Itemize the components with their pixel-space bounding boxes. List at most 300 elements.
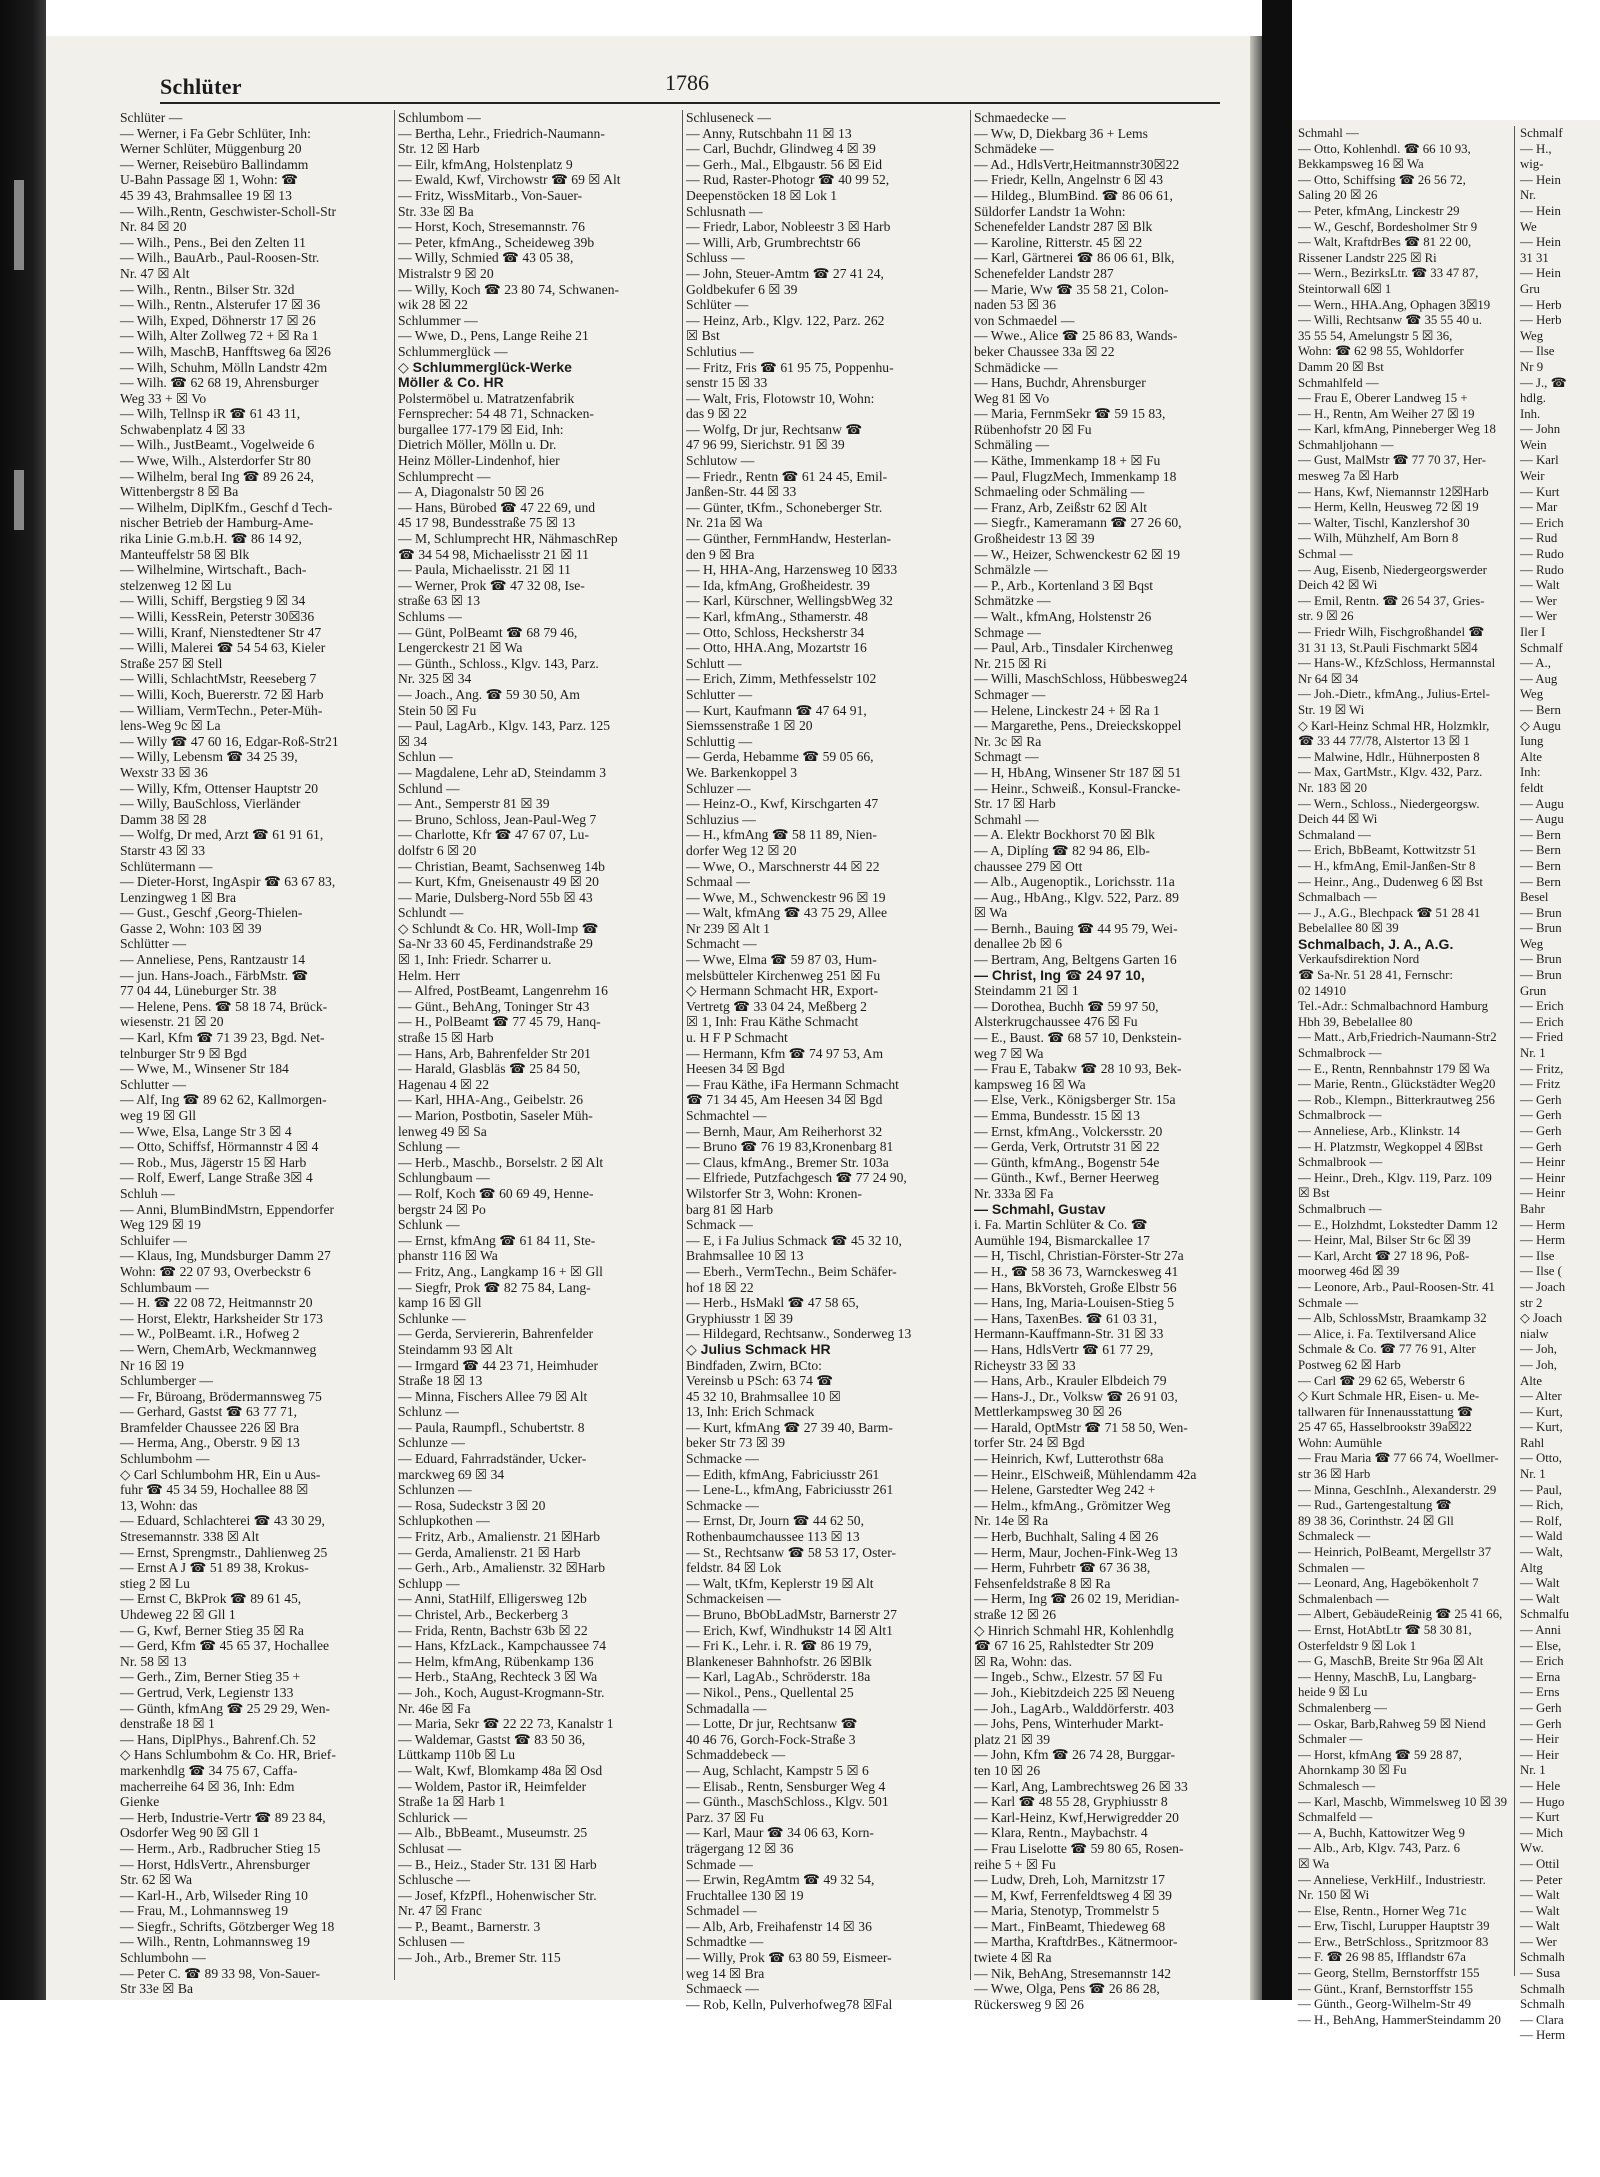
directory-entry: — Hans, BkVorsteh, Große Elbstr 56 [974, 1279, 1177, 1295]
directory-entry: — Karl-Heinz, Kwf,Herwigredder 20 [974, 1809, 1179, 1825]
directory-entry: — Wwe, M., Winsener Str 184 [120, 1061, 289, 1077]
directory-entry: — Otto, [1520, 1451, 1562, 1466]
directory-entry: — Walt, KraftdrBes ☎ 81 22 00, [1298, 235, 1472, 250]
directory-entry: Schmalbach — [1298, 890, 1377, 905]
directory-entry: — Erns [1520, 1685, 1560, 1700]
directory-entry: — H., ☎ 58 36 73, Warnckesweg 41 [974, 1263, 1179, 1279]
directory-entry: — Kurt [1520, 484, 1560, 499]
directory-entry: — Hans, HdlsVertr ☎ 61 77 29, [974, 1341, 1154, 1357]
directory-entry: — Hans, Kwf, Niemannstr 12☒Harb [1298, 484, 1489, 499]
directory-entry: — Gerh., Arb., Amalienstr. 32 ☒Harb [398, 1560, 605, 1576]
directory-entry: — M, Kwf, Ferrenfeldtsweg 4 ☒ 39 [974, 1887, 1172, 1903]
directory-entry: Schmaland — [1298, 827, 1371, 842]
directory-entry: Nr. 333a ☒ Fa [974, 1185, 1054, 1201]
directory-entry: Nr 239 ☒ Alt 1 [686, 920, 770, 936]
directory-entry: — Friedr, Labor, Nobleestr 3 ☒ Harb [686, 219, 891, 235]
directory-entry: — Christian, Beamt, Sachsenweg 14b [398, 858, 605, 874]
directory-entry: Wexstr 33 ☒ 36 [120, 764, 208, 780]
directory-entry: Schmätzke — [974, 593, 1051, 609]
directory-entry: — Franz, Arb, Zeißstr 62 ☒ Alt [974, 499, 1148, 515]
right-column-a [1298, 126, 1510, 2027]
directory-entry: — A, Buchh, Kattowitzer Weg 9 [1298, 1825, 1465, 1840]
directory-entry: Polstermöbel u. Matratzenfabrik [398, 390, 575, 406]
directory-entry: Schmahlfeld — [1298, 375, 1379, 390]
directory-entry: — Karl, Maur ☎ 34 06 63, Korn- [686, 1825, 874, 1841]
directory-entry: — Irmgard ☎ 44 23 71, Heimhuder [398, 1357, 599, 1373]
directory-entry: Tel.-Adr.: Schmalbachnord Hamburg [1298, 999, 1489, 1014]
directory-entry: — Wilhelm, DiplKfm., Geschf d Tech- [120, 499, 333, 515]
directory-entry: Nr 16 ☒ 19 [120, 1357, 184, 1373]
directory-entry: Besel [1520, 890, 1549, 905]
right-page-columns [1298, 126, 1598, 2043]
directory-entry: Nr. [1520, 188, 1536, 203]
directory-entry: Heinz Möller-Lindenhof, hier [398, 453, 560, 469]
directory-entry: Schmalh [1520, 1981, 1565, 1996]
directory-entry: Nr. 215 ☒ Ri [974, 655, 1047, 671]
directory-entry: phanstr 116 ☒ Wa [398, 1248, 498, 1264]
directory-entry: — Paula, Michaelisstr. 21 ☒ 11 [398, 562, 571, 578]
directory-entry: ◇ Karl-Heinz Schmal HR, Holzmklr, [1298, 718, 1490, 733]
directory-entry: Iung [1520, 734, 1544, 749]
directory-entry: Schlumbaum — [120, 1279, 209, 1295]
directory-entry: Gru [1520, 281, 1540, 296]
directory-entry: — Fritz, Ang., Langkamp 16 + ☒ Gll [398, 1263, 603, 1279]
directory-entry: Bebelallee 80 ☒ 39 [1298, 921, 1399, 936]
directory-entry: — Friedr., Rentn ☎ 61 24 45, Emil- [686, 468, 888, 484]
directory-entry: — Kurt [1520, 1810, 1560, 1825]
directory-entry: Wein [1520, 437, 1547, 452]
directory-entry: chaussee 279 ☒ Ott [974, 858, 1083, 874]
column-rule [970, 110, 971, 1980]
directory-entry: ◇ Augu [1520, 718, 1561, 733]
directory-entry: ☒ Wa [974, 905, 1008, 921]
directory-entry: — Joh., Arb., Bremer Str. 115 [398, 1950, 561, 1966]
directory-entry: trägergang 12 ☒ 36 [686, 1840, 794, 1856]
directory-entry: Nr. 3c ☒ Ra [974, 733, 1042, 749]
directory-entry: — Werner, Prok ☎ 47 32 08, Ise- [398, 577, 585, 593]
directory-entry: — Hein [1520, 172, 1561, 187]
directory-entry: — Elisab., Rentn, Sensburger Weg 4 [686, 1778, 886, 1794]
directory-entry: beker Str 73 ☒ 39 [686, 1435, 786, 1451]
directory-entry: Schmaleck — [1298, 1529, 1371, 1544]
directory-entry: Rissener Landstr 225 ☒ Ri [1298, 250, 1437, 265]
directory-entry: Weg 129 ☒ 19 [120, 1217, 201, 1233]
directory-entry: — Herb [1520, 297, 1562, 312]
directory-entry: — John, Steuer-Amtm ☎ 27 41 24, [686, 265, 884, 281]
directory-entry: Schlüter — [120, 110, 183, 125]
directory-entry: — Emma, Bundesstr. 15 ☒ 13 [974, 1108, 1140, 1123]
directory-entry: Gienke [120, 1794, 160, 1810]
directory-entry: ◇ Schlundt & Co. HR, Woll-Imp ☎ [398, 920, 599, 936]
directory-entry: — H., [1520, 141, 1552, 156]
directory-entry: Schmälzle — [974, 562, 1048, 578]
directory-entry: — Heinrich, Kwf, Lutterothstr 68a [974, 1451, 1164, 1467]
directory-entry: — Günt, PolBeamt ☎ 68 79 46, [398, 624, 578, 640]
directory-entry: dolfstr 6 ☒ 20 [398, 842, 477, 858]
directory-entry: — Peter, kfmAng., Scheideweg 39b [398, 234, 595, 250]
directory-entry: — Walt [1520, 1591, 1560, 1606]
directory-entry: Schlummer — [398, 312, 478, 328]
directory-entry: — Herb., Maschb., Borselstr. 2 ☒ Alt [398, 1154, 604, 1170]
directory-entry: — Maria, FernmSekr ☎ 59 15 83, [974, 406, 1166, 422]
directory-entry: Schmager — [974, 686, 1046, 702]
directory-entry: Damm 20 ☒ Bst [1298, 359, 1384, 374]
edge-artifact [14, 180, 24, 270]
directory-entry: Ww. [1520, 1841, 1544, 1856]
directory-entry: — Anneliese, Pens, Rantzaustr 14 [120, 952, 305, 968]
directory-entry: str. 9 ☒ 26 [1298, 609, 1354, 624]
directory-entry: — Wilh, Mühzhelf, Am Born 8 [1298, 531, 1459, 546]
directory-entry: — Herm., Arb., Radbrucher Stieg 15 [120, 1840, 321, 1856]
directory-entry: Schmack — [686, 1217, 753, 1233]
directory-entry: Schmalenberg — [1298, 1700, 1387, 1715]
directory-entry: We [1520, 219, 1537, 234]
directory-entry: 47 96 99, Sierichstr. 91 ☒ 39 [686, 437, 845, 453]
directory-entry: — Marion, Postbotin, Saseler Müh- [398, 1108, 593, 1123]
directory-entry: — jun. Hans-Joach., FärbMstr. ☎ [120, 967, 309, 983]
directory-entry: — Willi, Schiff, Bergstieg 9 ☒ 34 [120, 593, 306, 609]
directory-entry: Schlundt — [398, 905, 464, 921]
directory-entry: Wohn: ☎ 62 98 55, Wohldorfer [1298, 344, 1464, 359]
directory-entry: Schlumbom — [398, 110, 481, 125]
directory-entry: Schlutow — [686, 453, 755, 469]
directory-entry: hof 18 ☒ 22 [686, 1279, 754, 1295]
directory-entry: — Heinz, Arb., Klgv. 122, Parz. 262 [686, 312, 885, 328]
directory-entry: — Wilhelmine, Wirtschaft., Bach- [120, 562, 307, 578]
directory-entry: — Josef, KfzPfl., Hohenwischer Str. [398, 1887, 597, 1903]
directory-entry: Schmalf [1520, 640, 1563, 655]
directory-entry: Schmalbach, J. A., A.G. [1298, 935, 1454, 952]
directory-entry: — Mar [1520, 500, 1558, 515]
directory-entry: — Herm, Ing ☎ 26 02 19, Meridian- [974, 1591, 1180, 1607]
directory-entry: Brahmsallee 10 ☒ 13 [686, 1248, 804, 1264]
directory-entry: twiete 4 ☒ Ra [974, 1950, 1052, 1966]
directory-entry: — Bruno, Schloss, Jean-Paul-Weg 7 [398, 811, 597, 827]
directory-entry: — Willy ☎ 47 60 16, Edgar-Roß-Str21 [120, 733, 339, 749]
directory-entry: Saling 20 ☒ 26 [1298, 188, 1378, 203]
directory-entry: — Bernh, Maur, Am Reiherhorst 32 [686, 1123, 883, 1139]
directory-entry: — Wald [1520, 1529, 1563, 1544]
directory-entry: — Rich, [1520, 1498, 1564, 1513]
directory-entry: den 9 ☒ Bra [686, 546, 755, 562]
directory-entry: — Herm [1520, 2028, 1566, 2043]
directory-entry: — Walt [1520, 1919, 1560, 1934]
directory-entry: — Clara [1520, 2012, 1564, 2027]
directory-entry: — P., Arb., Kortenland 3 ☒ Bqst [974, 577, 1154, 593]
directory-entry: — Aug, Eisenb, Niedergeorgswerder [1298, 562, 1487, 577]
directory-entry: Schmale & Co. ☎ 77 76 91, Alter [1298, 1342, 1476, 1357]
directory-entry: beker Chaussee 33a ☒ 22 [974, 343, 1115, 359]
directory-entry: — Otto, Kohlenhdl. ☎ 66 10 93, [1298, 141, 1471, 156]
directory-entry: Schmalen — [1298, 1560, 1365, 1575]
directory-entry: — Peter [1520, 1872, 1563, 1887]
directory-entry: — Christ, Ing ☎ 24 97 10, [974, 966, 1145, 983]
directory-entry: Lüttkamp 110b ☒ Lu [398, 1747, 516, 1763]
directory-entry: — Gerda, Amalienstr. 21 ☒ Harb [398, 1544, 581, 1560]
directory-entry: — Herm, Kelln, Heusweg 72 ☒ 19 [1298, 500, 1479, 515]
directory-entry: das 9 ☒ 22 [686, 406, 747, 422]
directory-entry: — Margarethe, Pens., Dreieckskoppel [974, 718, 1182, 734]
directory-entry: ☎ 33 44 77/78, Alstertor 13 ☒ 1 [1298, 734, 1470, 749]
directory-entry: Str. 12 ☒ Harb [398, 141, 480, 157]
directory-entry: — Fr, Büroang, Brödermannsweg 75 [120, 1388, 322, 1404]
directory-entry: Weg [1520, 687, 1544, 702]
directory-entry: — Rolf, Koch ☎ 60 69 49, Henne- [398, 1185, 594, 1201]
directory-entry: ☒ Ra, Wohn: das. [974, 1653, 1073, 1669]
directory-entry: — Ernst, kfmAng., Volckersstr. 20 [974, 1123, 1163, 1139]
directory-entry: Schmahl — [1298, 126, 1359, 140]
directory-entry: u. H F P Schmacht [686, 1030, 788, 1046]
directory-entry: — Rudo [1520, 562, 1564, 577]
directory-entry: Lenzingweg 1 ☒ Bra [120, 889, 236, 905]
directory-entry: — Karl, LagAb., Schröderstr. 18a [686, 1669, 871, 1685]
directory-entry: Schluifer — [120, 1232, 187, 1248]
directory-entry: — Walt [1520, 578, 1560, 593]
directory-entry: — Rud., Gartengestaltung ☎ [1298, 1498, 1452, 1513]
directory-entry: Straße 257 ☒ Stell [120, 655, 223, 671]
directory-entry: — A, Diagonalstr 50 ☒ 26 [398, 484, 544, 500]
directory-entry: — Augu [1520, 812, 1564, 827]
directory-entry: platz 21 ☒ 39 [974, 1731, 1050, 1747]
directory-entry: — Wwe, D., Pens, Lange Reihe 21 [398, 328, 589, 344]
directory-entry: — Ernst, HotAbtLtr ☎ 58 30 81, [1298, 1623, 1472, 1637]
directory-entry: — Kurt, [1520, 1404, 1563, 1419]
directory-entry: barg 81 ☒ Harb [686, 1201, 774, 1217]
directory-entry: Schmädeke — [974, 141, 1054, 157]
directory-entry: — Hans, Arb., Krauler Elbdeich 79 [974, 1373, 1167, 1389]
directory-entry: Schmadalla — [686, 1700, 767, 1716]
directory-entry: Schluttig — [686, 733, 753, 749]
directory-entry: — Wilh, Schuhm, Mölln Landstr 42m [120, 359, 328, 375]
directory-entry: — Wilh., Rentn., Alsterufer 17 ☒ 36 [120, 297, 321, 313]
directory-entry: — Herm, Fuhrbetr ☎ 67 36 38, [974, 1560, 1151, 1576]
directory-entry: Schlungbaum — [398, 1170, 490, 1186]
directory-entry: — Maria, Sekr ☎ 22 22 73, Kanalstr 1 [398, 1716, 614, 1732]
directory-entry: Wittenbergstr 8 ☒ Ba [120, 484, 239, 500]
directory-entry: — Ww, D, Diekbarg 36 + Lems [974, 125, 1148, 141]
directory-entry: — H., Rentn, Am Weiher 27 ☒ 19 [1298, 406, 1475, 421]
directory-entry: — E., Rentn, Rennbahnstr 179 ☒ Wa [1298, 1061, 1490, 1076]
directory-entry: Bekkampsweg 16 ☒ Wa [1298, 157, 1424, 172]
directory-entry: — Fritz, Fris ☎ 61 95 75, Poppenhu- [686, 359, 894, 375]
directory-entry: — Wolfg, Dr jur, Rechtsanw ☎ [686, 421, 863, 437]
directory-entry: — Karl-H., Arb, Wilseder Ring 10 [120, 1887, 308, 1903]
directory-entry: — Walt, [1520, 1545, 1563, 1560]
directory-entry: — Augu [1520, 796, 1564, 811]
directory-entry: Steindamm 21 ☒ 1 [974, 983, 1079, 999]
directory-entry: — Hans-W., KfzSchloss, Hermannstal [1298, 656, 1496, 671]
directory-entry: — Günth., MaschSchloss., Klgv. 501 [686, 1794, 889, 1810]
directory-entry: — Hans, TaxenBes. ☎ 61 03 31, [974, 1310, 1157, 1326]
directory-entry: — Hildegard, Rechtsanw., Sonderweg 13 [686, 1326, 912, 1342]
directory-entry: — Woldem, Pastor iR, Heimfelder [398, 1778, 587, 1794]
directory-entry: — Susa [1520, 1966, 1561, 1981]
directory-entry: — Heinr., Dreh., Klgv. 119, Parz. 109 [1298, 1170, 1492, 1185]
directory-entry: — Karl, Archt ☎ 27 18 96, Poß- [1298, 1248, 1470, 1263]
directory-entry: — E., Holzhdmt, Lokstedter Damm 12 [1298, 1217, 1498, 1232]
directory-entry: — Leonard, Ang, Hagebökenholt 7 [1298, 1576, 1479, 1591]
directory-entry: Schmalbruch — [1298, 1201, 1382, 1216]
directory-entry: — Ernst, Sprengmstr., Dahlienweg 25 [120, 1544, 328, 1560]
directory-entry: Schmalh [1520, 1950, 1565, 1965]
directory-entry: — Hugo [1520, 1794, 1565, 1809]
directory-entry: — Rud, Raster-Photogr ☎ 40 99 52, [686, 172, 890, 188]
directory-entry: — Max, GartMstr., Klgv. 432, Parz. [1298, 765, 1483, 780]
directory-entry: straße 12 ☒ 26 [974, 1607, 1057, 1622]
directory-entry: — Frau E, Tabakw ☎ 28 10 93, Bek- [974, 1061, 1182, 1077]
directory-entry: Schmaal — [686, 874, 750, 890]
directory-entry: Schmadel — [686, 1903, 757, 1919]
directory-entry: Rahl [1520, 1435, 1545, 1450]
column-rule [682, 110, 683, 1980]
directory-entry: ☎ Sa-Nr. 51 28 41, Fernschr: [1298, 968, 1453, 983]
directory-entry: ☒ Bst [686, 328, 720, 344]
directory-entry: Goldbekufer 6 ☒ 39 [686, 281, 798, 297]
directory-entry: — Albert, GebäudeReinig ☎ 25 41 66, [1298, 1607, 1503, 1622]
directory-entry: — Wwe, Elma ☎ 59 87 03, Hum- [686, 952, 877, 968]
directory-entry: Schmalh [1520, 1997, 1565, 2012]
directory-entry: torfer Str. 24 ☒ Bgd [974, 1435, 1085, 1451]
directory-entry: Grun [1520, 983, 1547, 998]
directory-entry: — Karl, HHA-Ang., Geibelstr. 26 [398, 1092, 583, 1108]
directory-entry: Dietrich Möller, Mölln u. Dr. [398, 437, 557, 453]
directory-entry: Alte [1520, 749, 1543, 764]
directory-entry: — Matt., Arb,Friedrich-Naumann-Str2 [1298, 1030, 1497, 1045]
directory-entry: — Minna, Fischers Allee 79 ☒ Alt [398, 1388, 588, 1404]
directory-entry: 31 31 13, St.Pauli Fischmarkt 5☒4 [1298, 640, 1478, 655]
directory-entry: Aumühle 194, Bismarckallee 17 [974, 1232, 1150, 1248]
directory-entry: — Horst, HdlsVertr., Ahrensburger [120, 1856, 311, 1872]
directory-entry: — M, Schlumprecht HR, NähmaschRep [398, 531, 618, 547]
directory-entry: senstr 15 ☒ 33 [686, 375, 768, 391]
directory-entry: Fernsprecher: 54 48 71, Schnacken- [398, 406, 594, 422]
directory-entry: — Erich, Kwf, Windhukstr 14 ☒ Alt1 [686, 1622, 893, 1638]
directory-entry: — Hein [1520, 235, 1561, 250]
directory-entry: — Wilh., JustBeamt., Vogelweide 6 [120, 437, 315, 453]
directory-entry: Schmahljohann — [1298, 437, 1394, 452]
directory-entry: — Fritz [1520, 1077, 1561, 1092]
directory-entry: Schluzius — [686, 811, 756, 827]
directory-entry: — Bernh., Bauing ☎ 44 95 79, Wei- [974, 920, 1178, 936]
directory-entry: wik 28 ☒ 22 [398, 297, 468, 313]
directory-entry: Schmaedecke — [974, 110, 1066, 125]
directory-entry: Rothenbaumchaussee 113 ☒ 13 [686, 1529, 860, 1545]
directory-entry: Schmaddebeck — [686, 1747, 786, 1763]
directory-entry: Richeystr 33 ☒ 33 [974, 1357, 1076, 1373]
directory-entry: — Schmahl, Gustav [974, 1200, 1106, 1217]
directory-entry: — Wwe, M., Schwenckestr 96 ☒ 19 [686, 889, 886, 905]
directory-entry: denallee 2b ☒ 6 [974, 936, 1063, 952]
directory-entry: — Marie, Ww ☎ 35 58 21, Colon- [974, 281, 1169, 297]
directory-entry: Schmal — [1298, 547, 1353, 562]
directory-entry: — Joh.-Dietr., kfmAng., Julius-Ertel- [1298, 687, 1490, 702]
directory-entry: straße 63 ☒ 13 [398, 593, 481, 609]
directory-entry: — Walt., kfmAng, Holstenstr 26 [974, 609, 1152, 624]
directory-entry: — H., kfmAng, Emil-Janßen-Str 8 [1298, 858, 1476, 873]
column-1 [120, 110, 392, 1997]
directory-entry: 13, Wohn: das [120, 1497, 198, 1513]
directory-entry: ◇ Joach [1520, 1311, 1563, 1326]
directory-entry: — Herb, Industrie-Vertr ☎ 89 23 84, [120, 1809, 326, 1825]
directory-entry: Wohn: Aumühle [1298, 1435, 1382, 1450]
directory-entry: Schmalesch — [1298, 1778, 1376, 1793]
directory-entry: feldstr. 84 ☒ Lok [686, 1560, 782, 1576]
directory-entry: Hbh 39, Bebelallee 80 [1298, 1014, 1413, 1029]
directory-entry: — Heir [1520, 1747, 1559, 1762]
directory-entry: — Joh., LagArb., Walddörferstr. 403 [974, 1700, 1174, 1716]
directory-entry: — Heinrich, PolBeamt, Mergellstr 37 [1298, 1545, 1492, 1560]
directory-entry: ◇ Carl Schlumbohm HR, Ein u Aus- [120, 1466, 321, 1482]
directory-entry: ◇ Hermann Schmacht HR, Export- [686, 983, 879, 999]
directory-entry: Nr. 150 ☒ Wi [1298, 1888, 1370, 1903]
directory-entry: — Rob, Kelln, Pulverhofweg78 ☒Fal [686, 1996, 893, 2012]
directory-entry: — Ilse ( [1520, 1264, 1562, 1279]
directory-entry: Nr 64 ☒ 34 [1298, 671, 1359, 686]
directory-entry: Schlusche — [398, 1872, 471, 1888]
directory-entry: — W., Heizer, Schwenckestr 62 ☒ 19 [974, 546, 1181, 562]
directory-entry: — Charlotte, Kfr ☎ 47 67 07, Lu- [398, 827, 589, 843]
directory-entry: rika Linie G.m.b.H. ☎ 86 14 92, [120, 531, 302, 547]
directory-entry: hdlg. [1520, 391, 1546, 406]
directory-entry: — Alb., Arb, Klgv. 743, Parz. 6 [1298, 1841, 1460, 1856]
directory-entry: Rückersweg 9 ☒ 26 [974, 1996, 1084, 2012]
directory-entry: — Walter, Tischl, Kanzlershof 30 [1298, 515, 1470, 530]
directory-entry: — Gerh [1520, 1139, 1562, 1154]
directory-entry: Hermann-Kauffmann-Str. 31 ☒ 33 [974, 1326, 1164, 1342]
directory-entry: — Willy, Koch ☎ 23 80 74, Schwanen- [398, 281, 620, 297]
directory-entry: — G, MaschB, Breite Str 96a ☒ Alt [1298, 1654, 1484, 1669]
directory-entry: — Heinr [1520, 1170, 1566, 1185]
directory-entry: — Herb., StaAng, Rechteck 3 ☒ Wa [398, 1669, 598, 1685]
directory-entry: — H. Platzmstr, Wegkoppel 4 ☒Bst [1298, 1139, 1483, 1154]
directory-entry: — Gerh [1520, 1108, 1562, 1123]
directory-entry: — Peter, kfmAng, Linckestr 29 [1298, 203, 1460, 218]
directory-entry: — Eduard, Schlachterei ☎ 43 30 29, [120, 1513, 325, 1529]
directory-entry: Str. 17 ☒ Harb [974, 796, 1056, 812]
right-column-b [1520, 126, 1600, 2043]
directory-entry: stieg 2 ☒ Lu [120, 1575, 190, 1591]
directory-entry: Schenefelder Landstr 287 ☒ Blk [974, 219, 1153, 235]
directory-entry: — Heinr., ElSchweiß, Mühlendamm 42a [974, 1466, 1197, 1482]
directory-entry: — Wilh.,Rentn, Geschwister-Scholl-Str [120, 203, 337, 219]
directory-entry: — Joach [1520, 1279, 1566, 1294]
directory-entry: Str. 19 ☒ Wi [1298, 702, 1365, 717]
directory-entry: — Gust., Geschf ,Georg-Thielen- [120, 905, 303, 921]
directory-entry: Alsterkrugchaussee 476 ☒ Fu [974, 1014, 1138, 1030]
directory-entry: — Heinr, Mal, Bilser Str 6c ☒ 39 [1298, 1233, 1471, 1248]
directory-entry: — Malwine, Hdlr., Hühnerposten 8 [1298, 749, 1480, 764]
directory-entry: Schlutter — [120, 1076, 187, 1092]
directory-entry: Schmacke — [686, 1497, 759, 1513]
directory-entry: — Bertha, Lehr., Friedrich-Naumann- [398, 125, 605, 141]
directory-entry: — Bern [1520, 843, 1561, 858]
directory-entry: Schmackeisen — [686, 1591, 781, 1607]
directory-entry: — Lotte, Dr jur, Rechtsanw ☎ [686, 1716, 858, 1732]
directory-entry: Hagenau 4 ☒ 22 [398, 1076, 490, 1092]
directory-entry: — Leonore, Arb., Paul-Roosen-Str. 41 [1298, 1279, 1495, 1294]
directory-entry: — Erna [1520, 1669, 1561, 1684]
directory-entry: — F. ☎ 26 98 85, Ifflandstr 67a [1298, 1950, 1466, 1965]
directory-entry: — Heinr., Schweiß., Konsul-Francke- [974, 780, 1181, 796]
directory-entry: — Hans, Bürobed ☎ 47 22 69, und [398, 499, 596, 515]
directory-entry: — Wilhelm, beral Ing ☎ 89 26 24, [120, 468, 314, 484]
directory-entry: — Wilh, Tellnsp iR ☎ 61 43 11, [120, 406, 301, 422]
directory-entry: — Günth., Schloss., Klgv. 143, Parz. [398, 655, 599, 671]
directory-entry: Weg [1520, 936, 1544, 951]
directory-entry: Damm 38 ☒ 28 [120, 811, 207, 827]
directory-entry: — Wilh., Rentn., Bilser Str. 32d [120, 281, 295, 297]
directory-entry: Iler I [1520, 625, 1546, 639]
